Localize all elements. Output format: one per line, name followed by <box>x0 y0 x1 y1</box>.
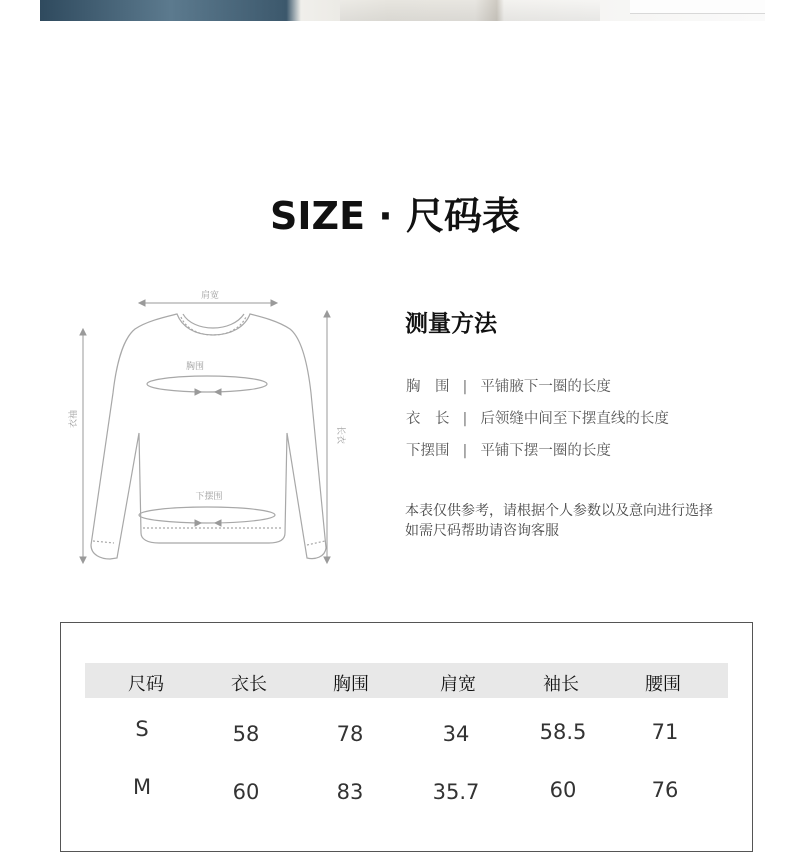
definition-length <box>406 407 669 428</box>
definition-term: 衣 长 <box>406 411 450 427</box>
table-cell: 76 <box>651 778 679 802</box>
photo-card <box>630 0 765 14</box>
table-cell: M <box>132 775 152 799</box>
photo-fold-shadow <box>340 0 600 21</box>
note-line-1: 本表仅供参考，请根据个人参数以及意向进行选择 <box>405 503 713 519</box>
table-cell: 35.7 <box>432 780 480 804</box>
table-cell: 60 <box>549 778 577 802</box>
definition-term: 胸 围 <box>406 379 450 395</box>
shoulder-label: 肩宽 <box>200 291 220 301</box>
table-cell: 60 <box>232 780 260 804</box>
definition-desc: 后领缝中间至下摆直线的长度 <box>480 411 669 427</box>
separator: | <box>462 443 468 459</box>
table-cell: 78 <box>336 722 364 746</box>
table-cell: 34 <box>442 722 470 746</box>
table-cell: S <box>135 717 149 741</box>
definition-desc: 平铺腋下一圈的长度 <box>480 379 611 395</box>
definition-term: 下摆围 <box>406 443 450 459</box>
definition-hem <box>406 439 611 460</box>
table-cell: 83 <box>336 780 364 804</box>
table-cell: 71 <box>651 720 679 744</box>
header-size: 尺码 <box>128 674 164 695</box>
hem-label: 下摆围 <box>195 492 223 502</box>
sweater-outline <box>91 314 326 559</box>
table-cell: 58 <box>232 722 260 746</box>
table-cell: 58.5 <box>539 720 587 744</box>
sleeve-label: 衣袖 <box>69 409 79 429</box>
header-length: 衣长 <box>231 674 267 695</box>
measure-method-title: 测量方法 <box>405 311 497 337</box>
note-line-2: 如需尺码帮助请咨询客服 <box>405 523 559 539</box>
chest-measure-ring <box>147 376 267 392</box>
chest-label: 胸围 <box>185 362 205 372</box>
definition-chest <box>406 375 611 396</box>
separator: | <box>462 379 468 395</box>
page-title: SIZE · 尺码表 <box>270 194 520 238</box>
definition-desc: 平铺下摆一圈的长度 <box>480 443 611 459</box>
length-label: 长衣 <box>335 425 345 445</box>
sweater-collar <box>183 314 244 328</box>
header-waist: 腰围 <box>645 674 681 695</box>
hem-measure-ring <box>139 507 275 523</box>
sweater-diagram <box>55 283 355 573</box>
separator: | <box>462 411 468 427</box>
header-sleeve: 袖长 <box>543 674 579 695</box>
header-chest: 胸围 <box>333 674 369 695</box>
product-photo-strip <box>40 0 765 21</box>
header-shoulder: 肩宽 <box>440 674 476 695</box>
